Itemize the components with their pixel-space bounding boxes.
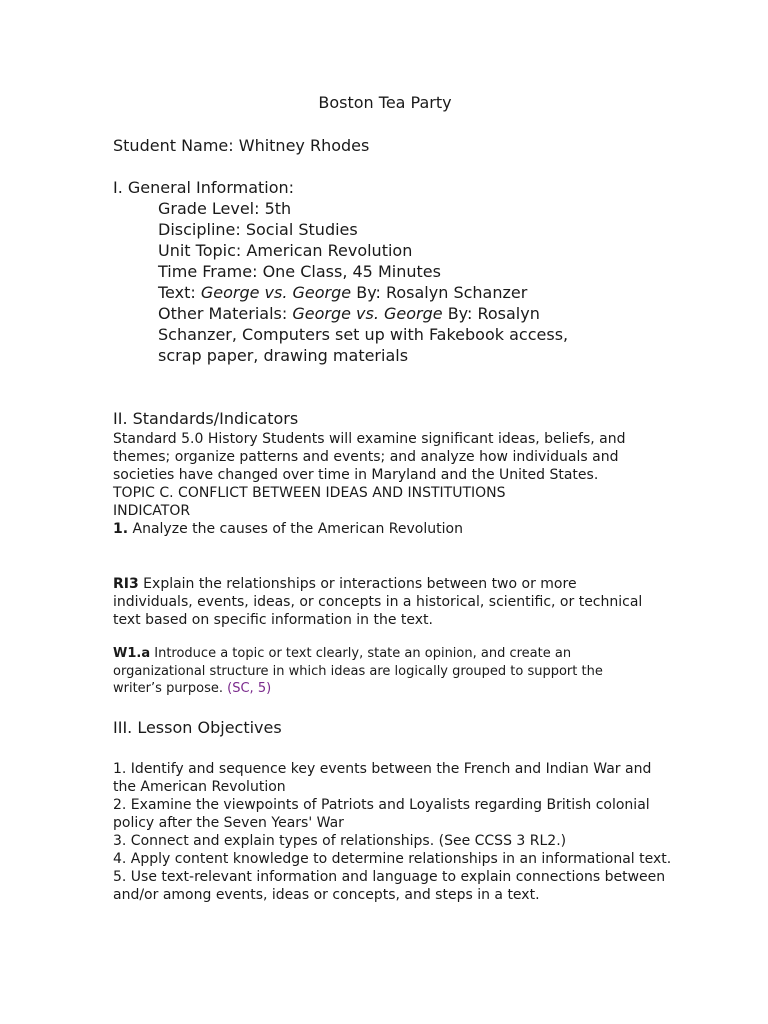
w1a-standard [113, 645, 653, 698]
text-label: Text: [158, 283, 201, 302]
w1a-text: Introduce a topic or text clearly, state an opinion, and create an organizational structure in which ideas are logically grouped to support the writer’s purpose. [113, 646, 603, 696]
topic-text: TOPIC C. CONFLICT BETWEEN IDEAS AND INSTITUTIONS [113, 485, 506, 501]
objective-item: 3. Connect and explain types of relationships. (See CCSS 3 RL2.) [113, 833, 567, 849]
ri3-standard [113, 575, 653, 629]
indicator-label: INDICATOR [113, 503, 191, 519]
objective-item: 4. Apply content knowledge to determine relationships in an informational text. [113, 851, 672, 867]
other-materials-label: Other Materials: [158, 304, 293, 323]
objectives-list [113, 760, 673, 904]
grade-level: Grade Level: 5th [158, 199, 292, 218]
other-materials-line [158, 303, 638, 324]
unit-topic: Unit Topic: American Revolution [158, 241, 413, 260]
objectives-heading: III. Lesson Objectives [113, 718, 282, 737]
indicator-number: 1. [113, 521, 129, 537]
standard-text: Standard 5.0 History Students will examine significant ideas, beliefs, and themes; organize patterns and events; and analyze how individuals and societies have changed over time in Maryland and the United States. [113, 431, 626, 483]
general-info-heading: I. General Information: [113, 178, 295, 197]
w1a-code: W1.a [113, 646, 151, 661]
standards-heading: II. Standards/Indicators [113, 409, 299, 428]
other-materials-line-2: Schanzer, Computers set up with Fakebook access, [158, 325, 569, 344]
text-line [158, 282, 638, 303]
objective-item: 1. Identify and sequence key events between the French and Indian War and the American Revolution [113, 761, 652, 795]
ri3-code: RI3 [113, 576, 139, 592]
indicator-text: Analyze the causes of the American Revolution [128, 521, 463, 537]
objective-item: 5. Use text-relevant information and language to explain connections between and/or among events, ideas or concepts, and steps in a text. [113, 869, 666, 903]
document-title-text: Boston Tea Party [318, 93, 452, 112]
discipline: Discipline: Social Studies [158, 220, 358, 239]
student-name: Student Name: Whitney Rhodes [113, 136, 370, 155]
other-materials-rest-1: By: Rosalyn [442, 304, 540, 323]
indicator-item [113, 520, 653, 538]
standards-body [113, 430, 653, 538]
ri3-text: Explain the relationships or interactions between two or more individuals, events, ideas, or concepts in a historical, scientific, or technical text based on specific information in the text. [113, 576, 643, 628]
text-book-title: George vs. George [200, 283, 352, 302]
other-materials-line-3: scrap paper, drawing materials [158, 346, 409, 365]
ri3-paragraph [113, 575, 653, 629]
general-info-list [158, 198, 638, 366]
time-frame: Time Frame: One Class, 45 Minutes [158, 262, 441, 281]
objective-item: 2. Examine the viewpoints of Patriots and Loyalists regarding British colonial policy after the Seven Years' War [113, 797, 650, 831]
text-author: By: Rosalyn Schanzer [351, 283, 528, 302]
w1a-reference: (SC, 5) [227, 681, 272, 696]
document-title [0, 93, 768, 113]
other-materials-book-title: George vs. George [292, 304, 443, 323]
w1a-paragraph [113, 645, 653, 698]
